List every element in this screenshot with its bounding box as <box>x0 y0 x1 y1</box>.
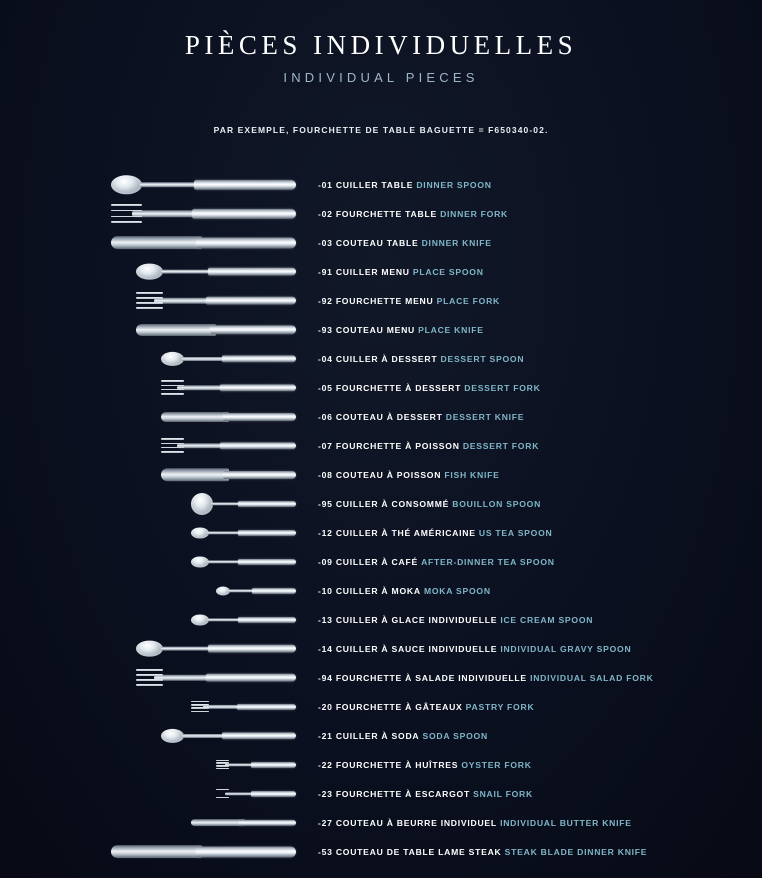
list-item[interactable] <box>0 460 762 489</box>
piece-illustration <box>0 315 316 344</box>
fork-tine <box>216 760 229 762</box>
piece-name-fr: COUTEAU TABLE <box>335 237 419 248</box>
list-item[interactable] <box>0 199 762 228</box>
spoon-bowl <box>136 640 163 657</box>
piece-label <box>316 673 762 683</box>
piece-handle <box>238 617 296 623</box>
piece-name-en: PLACE KNIFE <box>418 324 484 335</box>
piece-illustration <box>0 228 316 257</box>
fork-tine <box>161 443 184 445</box>
fork-tine <box>136 307 163 309</box>
list-item[interactable] <box>0 576 762 605</box>
piece-name-fr: CUILLER À MOKA <box>335 585 421 596</box>
piece-neck <box>207 560 240 563</box>
piece-label <box>316 644 762 654</box>
piece-code: -92 <box>318 295 333 306</box>
piece-illustration <box>0 257 316 286</box>
piece-name-en: INDIVIDUAL GRAVY SPOON <box>500 643 632 654</box>
piece-handle <box>238 559 296 565</box>
piece-name-fr: COUTEAU DE TABLE LAME STEAK <box>335 846 502 857</box>
piece-label <box>316 267 762 277</box>
piece-code: -06 <box>318 411 333 422</box>
piece-code: -09 <box>318 556 333 567</box>
piece-code: -91 <box>318 266 333 277</box>
piece-name-fr: COUTEAU À BEURRE INDIVIDUEL <box>335 817 497 828</box>
fork-tine <box>111 216 142 218</box>
piece-label <box>316 354 762 364</box>
piece-handle <box>210 325 296 335</box>
piece-name-en: DESSERT KNIFE <box>445 411 525 422</box>
list-item[interactable] <box>0 663 762 692</box>
piece-neck <box>207 618 240 621</box>
piece-name-fr: FOURCHETTE TABLE <box>335 208 437 219</box>
piece-name-fr: COUTEAU À DESSERT <box>335 411 443 422</box>
piece-label <box>316 499 762 509</box>
piece-neck <box>161 646 210 651</box>
piece-handle <box>220 384 296 391</box>
piece-handle <box>196 237 296 248</box>
piece-name-fr: CUILLER À SAUCE INDIVIDUELLE <box>335 643 498 654</box>
piece-name-fr: CUILLER TABLE <box>335 179 414 190</box>
piece-name-en: SODA SPOON <box>422 730 488 741</box>
piece-name-en: SNAIL FORK <box>473 788 533 799</box>
piece-handle <box>208 267 296 276</box>
piece-code: -04 <box>318 353 333 364</box>
piece-illustration <box>0 344 316 373</box>
list-item[interactable] <box>0 837 762 866</box>
piece-illustration <box>0 547 316 576</box>
piece-label <box>316 238 762 248</box>
piece-name-fr: CUILLER À THÉ AMÉRICAINE <box>335 527 476 538</box>
page-header <box>0 0 762 85</box>
piece-illustration <box>0 779 316 808</box>
piece-name-fr: CUILLER À CAFÉ <box>335 556 418 567</box>
fork-tine <box>161 389 184 391</box>
example-note: PAR EXEMPLE, FOURCHETTE DE TABLE BAGUETTE = F650340-02. <box>213 125 549 135</box>
piece-code: -05 <box>318 382 333 393</box>
piece-name-en: DINNER FORK <box>440 208 509 219</box>
piece-illustration <box>0 605 316 634</box>
fork-tine <box>161 393 184 395</box>
piece-code: -10 <box>318 585 333 596</box>
list-item[interactable] <box>0 286 762 315</box>
fork-tine <box>136 684 163 686</box>
spoon-bowl <box>111 175 142 194</box>
piece-label <box>316 557 762 567</box>
piece-neck <box>207 531 240 534</box>
piece-name-en: US TEA SPOON <box>478 527 553 538</box>
knife-blade <box>161 468 229 482</box>
piece-neck <box>211 502 240 505</box>
piece-neck <box>182 733 224 737</box>
piece-code: -93 <box>318 324 333 335</box>
piece-label <box>316 180 762 190</box>
piece-illustration <box>0 199 316 228</box>
list-item[interactable] <box>0 344 762 373</box>
piece-name-en: INDIVIDUAL SALAD FORK <box>530 672 654 683</box>
list-item[interactable] <box>0 170 762 199</box>
list-item[interactable] <box>0 692 762 721</box>
piece-name-en: DESSERT FORK <box>464 382 541 393</box>
piece-name-fr: FOURCHETTE À ESCARGOT <box>335 788 470 799</box>
piece-handle <box>237 704 296 710</box>
piece-name-en: PLACE SPOON <box>412 266 484 277</box>
knife-blade <box>161 411 229 421</box>
piece-name-en: MOKA SPOON <box>423 585 491 596</box>
list-item[interactable] <box>0 373 762 402</box>
piece-name-en: DINNER SPOON <box>416 179 492 190</box>
fork-tine <box>136 674 163 676</box>
fork-tine <box>111 204 142 206</box>
piece-illustration <box>0 489 316 518</box>
fork-tine <box>216 762 229 764</box>
piece-label <box>316 702 762 712</box>
piece-label <box>316 528 762 538</box>
piece-label <box>316 325 762 335</box>
piece-code: -07 <box>318 440 333 451</box>
list-item[interactable] <box>0 547 762 576</box>
piece-code: -12 <box>318 527 333 538</box>
fork-tine <box>136 297 163 299</box>
piece-illustration <box>0 373 316 402</box>
piece-neck <box>140 182 196 188</box>
fork-tine <box>216 765 229 767</box>
fork-tine <box>161 438 184 440</box>
piece-handle <box>251 762 296 768</box>
piece-illustration <box>0 721 316 750</box>
list-item[interactable] <box>0 402 762 431</box>
piece-label <box>316 296 762 306</box>
knife-blade <box>191 819 245 827</box>
fork-tine <box>136 292 163 294</box>
piece-code: -95 <box>318 498 333 509</box>
piece-neck <box>228 589 254 592</box>
pieces-list <box>0 170 762 866</box>
piece-label <box>316 615 762 625</box>
fork-tine <box>161 380 184 382</box>
knife-blade <box>111 236 202 250</box>
fork-tine <box>161 385 184 387</box>
piece-name-en: FISH KNIFE <box>444 469 500 480</box>
fork-tine <box>161 451 184 453</box>
piece-name-fr: FOURCHETTE MENU <box>335 295 434 306</box>
piece-name-en: PASTRY FORK <box>465 701 535 712</box>
piece-handle <box>238 530 296 536</box>
spoon-bowl <box>136 263 163 280</box>
piece-name-fr: FOURCHETTE À GÂTEAUX <box>335 701 463 712</box>
spoon-bowl <box>161 728 184 742</box>
piece-handle <box>238 501 296 507</box>
knife-blade <box>111 845 202 859</box>
fork-tine <box>216 797 229 799</box>
piece-name-en: OYSTER FORK <box>461 759 532 770</box>
piece-code: -22 <box>318 759 333 770</box>
piece-illustration <box>0 808 316 837</box>
piece-handle <box>239 819 296 825</box>
piece-code: -13 <box>318 614 333 625</box>
piece-illustration <box>0 170 316 199</box>
piece-name-fr: CUILLER À GLACE INDIVIDUELLE <box>335 614 498 625</box>
piece-label <box>316 847 762 857</box>
fork-tine <box>136 669 163 671</box>
piece-illustration <box>0 431 316 460</box>
piece-name-en: PLACE FORK <box>436 295 500 306</box>
piece-label <box>316 731 762 741</box>
spoon-bowl <box>191 493 213 515</box>
piece-handle <box>252 588 296 594</box>
piece-illustration <box>0 518 316 547</box>
piece-handle <box>220 442 296 449</box>
piece-label <box>316 441 762 451</box>
piece-label <box>316 586 762 596</box>
piece-illustration <box>0 576 316 605</box>
list-item[interactable] <box>0 750 762 779</box>
piece-illustration <box>0 663 316 692</box>
piece-code: -08 <box>318 469 333 480</box>
piece-name-en: STEAK BLADE DINNER KNIFE <box>504 846 648 857</box>
piece-name-en: ICE CREAM SPOON <box>500 614 594 625</box>
list-item[interactable] <box>0 228 762 257</box>
fork-tine <box>216 768 229 770</box>
piece-handle <box>206 673 296 682</box>
piece-illustration <box>0 402 316 431</box>
piece-code: -20 <box>318 701 333 712</box>
piece-label <box>316 818 762 828</box>
piece-name-en: DESSERT FORK <box>462 440 540 451</box>
piece-name-fr: CUILLER MENU <box>335 266 410 277</box>
piece-code: -02 <box>318 208 333 219</box>
piece-name-en: DESSERT SPOON <box>440 353 525 364</box>
piece-label <box>316 470 762 480</box>
piece-handle <box>251 791 296 797</box>
piece-name-fr: FOURCHETTE À HUÎTRES <box>335 759 459 770</box>
piece-label <box>316 760 762 770</box>
piece-neck <box>161 269 210 274</box>
piece-name-en: INDIVIDUAL BUTTER KNIFE <box>500 817 632 828</box>
piece-name-en: BOUILLON SPOON <box>452 498 542 509</box>
piece-code: -01 <box>318 179 333 190</box>
piece-illustration <box>0 692 316 721</box>
piece-label <box>316 412 762 422</box>
piece-illustration <box>0 634 316 663</box>
piece-neck <box>182 356 224 360</box>
piece-label <box>316 383 762 393</box>
page-title: PIÈCES INDIVIDUELLES <box>184 30 578 60</box>
piece-handle <box>222 355 296 362</box>
list-item[interactable] <box>0 605 762 634</box>
piece-name-en: DINNER KNIFE <box>421 237 492 248</box>
piece-label <box>316 209 762 219</box>
list-item[interactable] <box>0 257 762 286</box>
piece-handle <box>222 732 296 739</box>
list-item[interactable] <box>0 634 762 663</box>
piece-name-en: AFTER-DINNER TEA SPOON <box>421 556 555 567</box>
piece-name-fr: CUILLER À CONSOMMÉ <box>335 498 450 509</box>
piece-name-fr: CUILLER À SODA <box>335 730 420 741</box>
piece-handle <box>223 412 296 420</box>
piece-code: -27 <box>318 817 333 828</box>
piece-name-fr: COUTEAU MENU <box>335 324 415 335</box>
piece-name-fr: FOURCHETTE À DESSERT <box>335 382 462 393</box>
fork-tine <box>161 447 184 449</box>
piece-code: -14 <box>318 643 333 654</box>
piece-illustration <box>0 750 316 779</box>
fork-tine <box>216 789 229 791</box>
page-subtitle: INDIVIDUAL PIECES <box>283 70 479 85</box>
fork-tine <box>191 711 209 713</box>
fork-tine <box>191 707 209 709</box>
piece-handle <box>206 296 296 305</box>
piece-code: -53 <box>318 846 333 857</box>
piece-name-fr: COUTEAU À POISSON <box>335 469 442 480</box>
list-item[interactable] <box>0 518 762 547</box>
piece-handle <box>192 208 296 218</box>
piece-illustration <box>0 286 316 315</box>
spoon-bowl <box>161 351 184 365</box>
piece-illustration <box>0 837 316 866</box>
fork-tine <box>191 704 209 706</box>
piece-name-fr: CUILLER À DESSERT <box>335 353 438 364</box>
piece-code: -94 <box>318 672 333 683</box>
fork-tine <box>136 679 163 681</box>
piece-handle <box>196 846 296 857</box>
piece-label <box>316 789 762 799</box>
list-item[interactable] <box>0 489 762 518</box>
list-item[interactable] <box>0 431 762 460</box>
list-item[interactable] <box>0 721 762 750</box>
list-item[interactable] <box>0 808 762 837</box>
piece-handle <box>194 179 296 189</box>
list-item[interactable] <box>0 315 762 344</box>
piece-code: -03 <box>318 237 333 248</box>
piece-name-fr: FOURCHETTE À SALADE INDIVIDUELLE <box>335 672 527 683</box>
piece-handle <box>208 644 296 653</box>
fork-tine <box>191 701 209 703</box>
piece-handle <box>223 470 296 478</box>
piece-name-fr: FOURCHETTE À POISSON <box>335 440 460 451</box>
fork-tine <box>111 221 142 223</box>
piece-code: -23 <box>318 788 333 799</box>
knife-blade <box>136 324 216 336</box>
list-item[interactable] <box>0 779 762 808</box>
piece-code: -21 <box>318 730 333 741</box>
fork-tine <box>136 302 163 304</box>
piece-illustration <box>0 460 316 489</box>
